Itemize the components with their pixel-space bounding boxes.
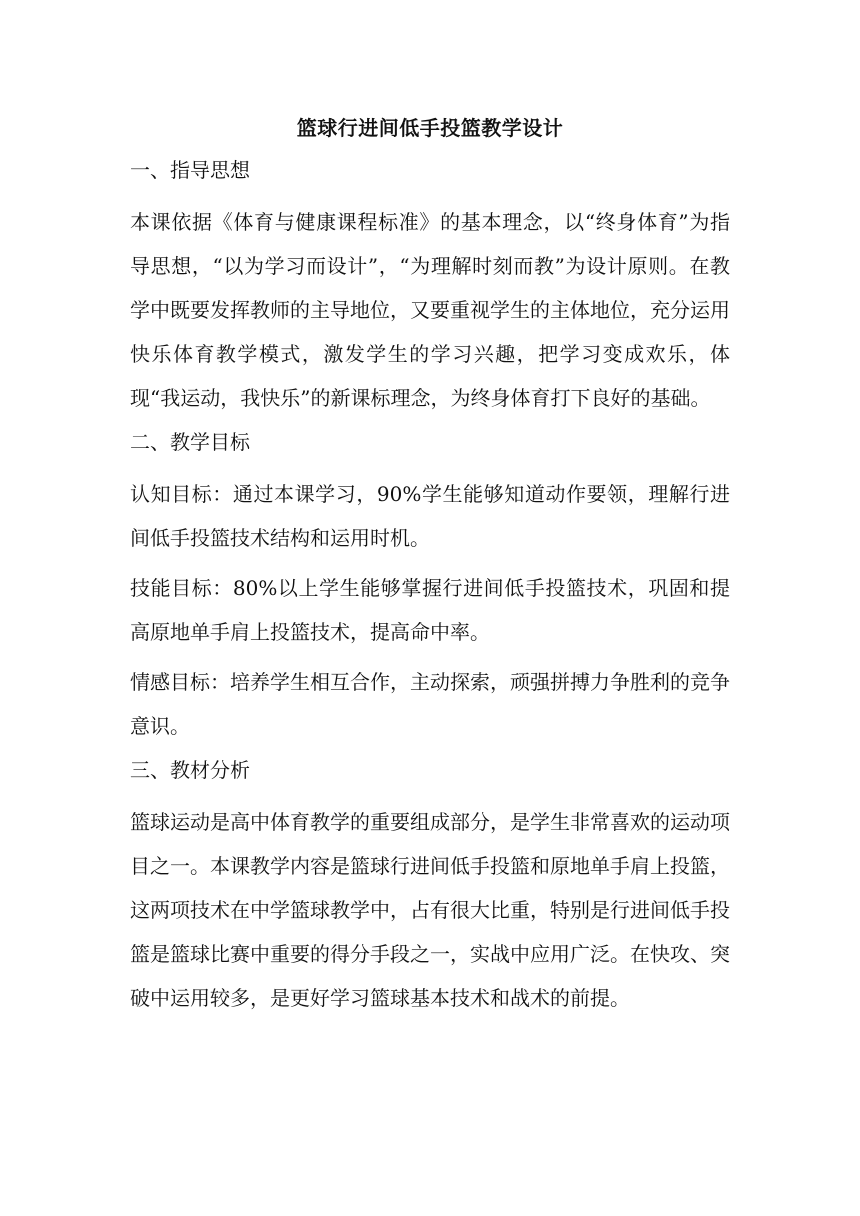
section-teaching-objectives bbox=[130, 426, 730, 748]
paragraph-affective-objective: 情感目标：培养学生相互合作，主动探索，顽强拼搏力争胜利的竞争意识。 bbox=[130, 670, 730, 738]
section-heading: 一、指导思想 bbox=[130, 158, 250, 182]
paragraph: 本课依据《体育与健康课程标准》的基本理念，以“终身体育”为指导思想，“以为学习而设计”，“为理解时刻而教”为设计原则。在教学中既要发挥教师的主导地位，又要重视学生的主体地位，充分运用快乐体育教学模式，激发学生的学习兴趣，把学习变成欢乐，体现“我运动，我快乐”的新课标理念，为终身体育打下良好的基础。 bbox=[130, 210, 730, 410]
document-page bbox=[130, 112, 730, 1024]
paragraph-skill-objective: 技能目标：80%以上学生能够掌握行进间低手投篮技术，巩固和提高原地单手肩上投篮技术，提高命中率。 bbox=[130, 576, 730, 644]
section-heading: 二、教学目标 bbox=[130, 430, 250, 454]
document-title: 篮球行进间低手投篮教学设计 bbox=[296, 116, 564, 140]
section-material-analysis bbox=[130, 754, 730, 1020]
paragraph-cognitive-objective: 认知目标：通过本课学习，90%学生能够知道动作要领，理解行进间低手投篮技术结构和运用时机。 bbox=[130, 482, 730, 550]
section-guiding-ideology bbox=[130, 154, 730, 420]
paragraph: 篮球运动是高中体育教学的重要组成部分，是学生非常喜欢的运动项目之一。本课教学内容是篮球行进间低手投篮和原地单手肩上投篮，这两项技术在中学篮球教学中，占有很大比重，特别是行进间低手投篮是篮球比赛中重要的得分手段之一，实战中应用广泛。在快攻、突破中运用较多，是更好学习篮球基本技术和战术的前提。 bbox=[130, 810, 730, 1010]
section-heading: 三、教材分析 bbox=[130, 758, 250, 782]
